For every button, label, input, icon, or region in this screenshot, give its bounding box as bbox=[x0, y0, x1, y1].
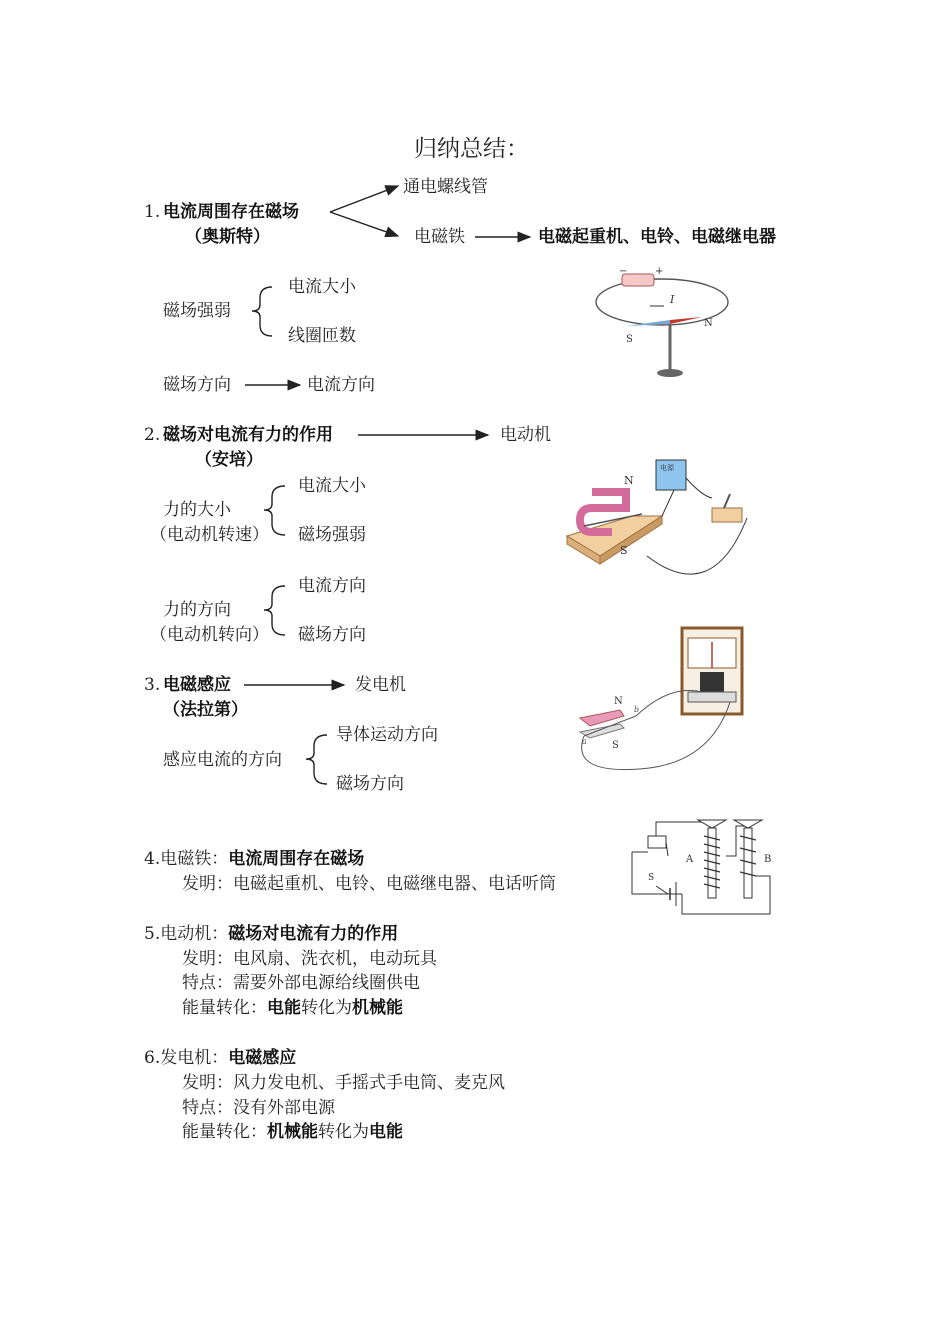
s4-inventions: 发明：电磁起重机、电铃、电磁继电器、电话听筒 bbox=[182, 874, 556, 894]
s2-size-sub: （电动机转速） bbox=[150, 525, 269, 545]
wire-a-label: a bbox=[582, 737, 587, 746]
s1-branch-bottom: 电磁铁 bbox=[414, 227, 465, 247]
magnet-a-label: A bbox=[686, 854, 694, 865]
power-label: 电源 bbox=[660, 464, 674, 472]
battery-minus: − bbox=[619, 266, 628, 277]
s1-heading: 电流周围存在磁场 bbox=[163, 202, 299, 222]
s2-person: （安培） bbox=[195, 450, 263, 470]
s5-energy: 能量转化：电能转化为机械能 bbox=[182, 998, 403, 1018]
s2-heading: 磁场对电流有力的作用 bbox=[163, 425, 333, 445]
s2-number: 2. bbox=[144, 425, 161, 445]
s1-number: 1. bbox=[144, 202, 161, 222]
s6-energy: 能量转化：机械能转化为电能 bbox=[182, 1122, 403, 1142]
magnet-b-label: B bbox=[764, 854, 772, 865]
s6-inventions: 发明：风力发电机、手摇式手电筒、麦克风 bbox=[182, 1073, 505, 1093]
switch-label: S bbox=[648, 873, 655, 883]
current-label: I bbox=[670, 293, 675, 306]
s6-heading: 6.发电机：电磁感应 bbox=[144, 1048, 297, 1068]
s1-person: （奥斯特） bbox=[185, 227, 270, 247]
s3-number: 3. bbox=[144, 675, 161, 695]
s3-heading: 电磁感应 bbox=[163, 675, 231, 695]
wire-b-label: b bbox=[634, 705, 640, 714]
induction-figure bbox=[570, 624, 750, 774]
s1-direction-value: 电流方向 bbox=[307, 375, 375, 395]
s1-branch-top: 通电螺线管 bbox=[403, 177, 488, 197]
s2-size-label: 力的大小 bbox=[163, 500, 231, 520]
induction-n-label: N bbox=[614, 696, 623, 707]
s2-size-item: 电流大小 bbox=[298, 476, 366, 496]
s3-item: 磁场方向 bbox=[336, 774, 404, 794]
magnet-s-label: S bbox=[620, 544, 628, 557]
s4-number: 4.电磁铁：电流周围存在磁场 bbox=[144, 849, 365, 869]
s2-dir-label: 力的方向 bbox=[163, 600, 231, 620]
pole-n-label: N bbox=[704, 318, 713, 329]
s1-strength-label: 磁场强弱 bbox=[163, 301, 231, 321]
s2-dir-item: 磁场方向 bbox=[298, 625, 366, 645]
brace-strength bbox=[252, 287, 272, 336]
s1-applications: 电磁起重机、电铃、电磁继电器 bbox=[538, 227, 776, 247]
oersted-figure bbox=[590, 262, 740, 382]
s2-size-item: 磁场强弱 bbox=[298, 525, 366, 545]
fork-arrow-top bbox=[330, 186, 398, 212]
s1-direction-label: 磁场方向 bbox=[163, 375, 231, 395]
induction-s-label: S bbox=[612, 740, 619, 751]
page-title: 归纳总结： bbox=[414, 136, 529, 162]
s3-result: 发电机 bbox=[355, 675, 406, 695]
magnet-n-label: N bbox=[624, 474, 634, 487]
s3-label: 感应电流的方向 bbox=[163, 750, 282, 770]
brace-induced bbox=[306, 735, 327, 784]
s1-strength-item: 电流大小 bbox=[288, 277, 356, 297]
s2-dir-sub: （电动机转向） bbox=[150, 625, 269, 645]
s3-item: 导体运动方向 bbox=[336, 725, 438, 745]
s5-inventions: 发明：电风扇、洗衣机，电动玩具 bbox=[182, 949, 437, 969]
pole-s-label: S bbox=[626, 334, 633, 345]
fork-arrow-bottom bbox=[330, 212, 398, 236]
s2-result: 电动机 bbox=[500, 425, 551, 445]
motor-principle-figure bbox=[562, 456, 762, 596]
battery-plus: + bbox=[655, 266, 664, 277]
s3-person: （法拉第） bbox=[163, 700, 248, 720]
s1-strength-item: 线圈匝数 bbox=[288, 326, 356, 346]
s2-dir-item: 电流方向 bbox=[298, 576, 366, 596]
s5-heading: 5.电动机：磁场对电流有力的作用 bbox=[144, 924, 399, 944]
electromagnet-figure bbox=[628, 816, 778, 920]
s5-features: 特点：需要外部电源给线圈供电 bbox=[182, 973, 420, 993]
s6-features: 特点：没有外部电源 bbox=[182, 1098, 335, 1118]
